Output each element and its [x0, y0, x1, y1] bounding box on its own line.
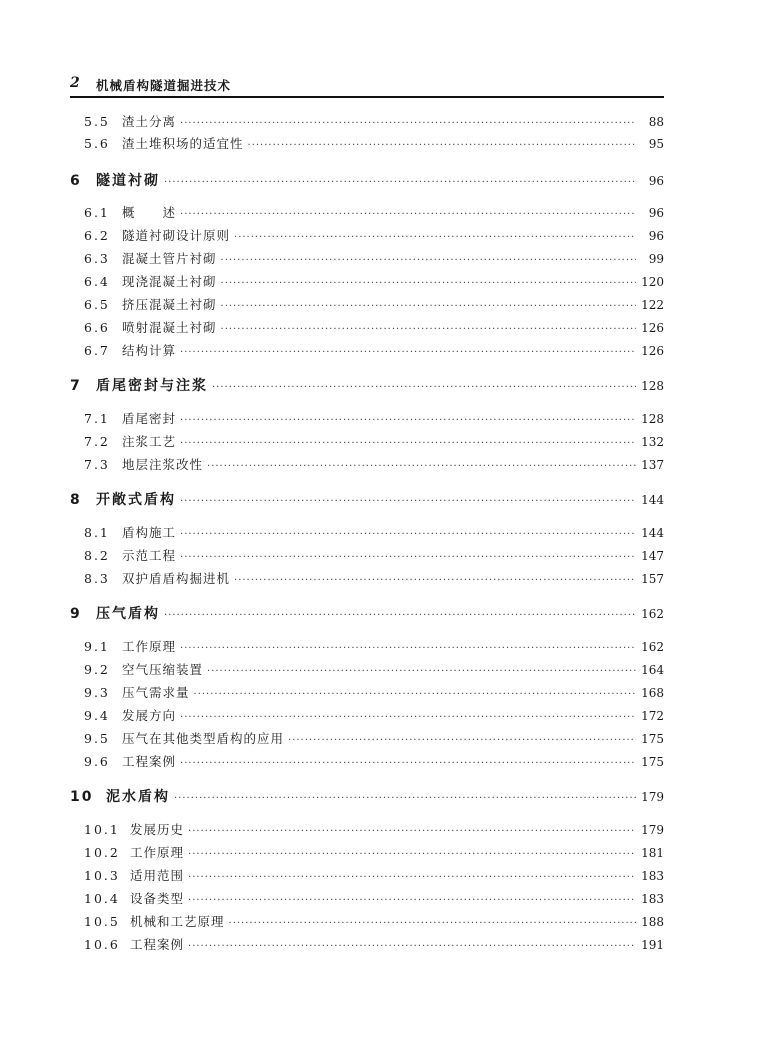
toc-section-entry	[84, 683, 664, 703]
dot-leader	[248, 140, 636, 151]
toc-entry-number: 9.2	[84, 662, 110, 677]
toc-entry-page: 99	[648, 252, 664, 266]
page-number: 2	[70, 75, 80, 91]
toc-entry-title: 挤压混凝土衬砌	[122, 297, 217, 312]
toc-section-entry	[84, 341, 664, 361]
toc-entry-number: 6.4	[84, 274, 110, 289]
toc-entry-title: 工程案例	[130, 937, 185, 952]
dot-leader	[180, 643, 636, 654]
dot-leader	[180, 347, 636, 358]
toc-entry-number: 10.2	[84, 845, 120, 860]
dot-leader	[188, 895, 636, 906]
toc-entry-page: 120	[641, 275, 664, 289]
dot-leader	[188, 872, 636, 883]
dot-leader	[207, 666, 636, 677]
dot-leader	[180, 118, 636, 129]
toc-entry-page: 147	[641, 549, 664, 563]
toc-entry-page: 183	[641, 892, 664, 906]
book-title: 机械盾构隧道掘进技术	[96, 78, 232, 93]
toc-entry-number: 10.1	[84, 822, 120, 837]
toc-entry-page: 132	[641, 435, 664, 449]
dot-leader	[229, 918, 636, 929]
dot-leader	[180, 438, 636, 449]
toc-entry-page: 144	[641, 493, 664, 507]
toc-section-entry	[84, 637, 664, 657]
toc-entry-title: 地层注浆改性	[122, 457, 204, 472]
toc-entry-number: 7.1	[84, 411, 110, 426]
toc-entry-title: 隧道衬砌设计原则	[122, 228, 231, 243]
toc-entry-page: 88	[648, 115, 664, 129]
toc-section-entry	[84, 295, 664, 315]
toc-entry-number: 10	[70, 789, 94, 805]
toc-entry-number: 5.6	[84, 136, 110, 151]
toc-entry-page: 157	[641, 572, 664, 586]
toc-entry-number: 10.4	[84, 891, 120, 906]
toc-entry-title: 适用范围	[130, 868, 185, 883]
toc-section-entry	[84, 523, 664, 543]
toc-entry-page: 172	[641, 709, 664, 723]
toc-chapter-entry	[70, 786, 664, 806]
dot-leader	[234, 575, 636, 586]
toc-section-entry	[84, 546, 664, 566]
toc-entry-number: 8.3	[84, 571, 110, 586]
toc-section-entry	[84, 752, 664, 772]
toc-entry-page: 188	[641, 915, 664, 929]
toc-entry-title: 压气在其他类型盾构的应用	[122, 731, 285, 746]
toc-entry-page: 179	[641, 823, 664, 837]
toc-entry-number: 7.3	[84, 457, 110, 472]
toc-chapter-entry	[70, 603, 664, 623]
toc-entry-page: 191	[641, 938, 664, 952]
toc-entry-title: 概 述	[122, 205, 177, 220]
toc-entry-title: 工作原理	[130, 845, 185, 860]
toc-entry-page: 175	[641, 732, 664, 746]
toc-section-entry	[84, 706, 664, 726]
toc-section-entry	[84, 272, 664, 292]
toc-entry-title: 工程案例	[122, 754, 177, 769]
dot-leader	[188, 826, 636, 837]
toc-entry-page: 96	[648, 174, 664, 188]
toc-entry-page: 162	[641, 607, 664, 621]
toc-entry-number: 7	[70, 378, 82, 394]
toc-entry-title: 隧道衬砌	[96, 173, 160, 189]
dot-leader	[221, 278, 636, 289]
toc-entry-title: 泥水盾构	[106, 789, 170, 805]
toc-entry-number: 8	[70, 492, 82, 508]
toc-entry-title: 机械和工艺原理	[130, 914, 225, 929]
dot-leader	[180, 758, 636, 769]
dot-leader	[164, 610, 636, 621]
toc-entry-page: 175	[641, 755, 664, 769]
toc-entry-number: 9.5	[84, 731, 110, 746]
dot-leader	[188, 941, 636, 952]
toc-entry-title: 盾尾密封与注浆	[96, 378, 208, 394]
toc-entry-title: 注浆工艺	[122, 434, 177, 449]
toc-entry-title: 渣土堆积场的适宜性	[122, 136, 244, 151]
toc-section-entry	[84, 318, 664, 338]
toc-entry-page: 183	[641, 869, 664, 883]
dot-leader	[164, 177, 636, 188]
dot-leader	[221, 255, 636, 266]
toc-entry-number: 9.1	[84, 639, 110, 654]
toc-entry-number: 10.6	[84, 937, 120, 952]
toc-chapter-entry	[70, 375, 664, 395]
toc-entry-title: 发展方向	[122, 708, 177, 723]
dot-leader	[180, 552, 636, 563]
dot-leader	[234, 232, 636, 243]
toc-entry-page: 122	[641, 298, 664, 312]
toc-chapter-entry	[70, 489, 664, 509]
toc-entry-title: 开敞式盾构	[96, 492, 176, 508]
toc-entry-number: 7.2	[84, 434, 110, 449]
toc-entry-number: 6.3	[84, 251, 110, 266]
toc-entry-page: 128	[641, 412, 664, 426]
toc-section-entry	[84, 432, 664, 452]
toc-section-entry	[84, 134, 664, 154]
toc-entry-title: 示范工程	[122, 548, 177, 563]
toc-entry-page: 96	[648, 229, 664, 243]
toc-entry-title: 喷射混凝土衬砌	[122, 320, 217, 335]
toc-entry-number: 6.5	[84, 297, 110, 312]
toc-entry-title: 压气需求量	[122, 685, 190, 700]
toc-section-entry	[84, 226, 664, 246]
toc-entry-title: 混凝土管片衬砌	[122, 251, 217, 266]
toc-entry-number: 10.3	[84, 868, 120, 883]
toc-entry-title: 渣土分离	[122, 114, 177, 129]
toc-section-entry	[84, 729, 664, 749]
toc-entry-title: 空气压缩装置	[122, 662, 204, 677]
toc-entry-title: 工作原理	[122, 639, 177, 654]
dot-leader	[180, 529, 636, 540]
toc-section-entry	[84, 889, 664, 909]
toc-section-entry	[84, 866, 664, 886]
toc-entry-number: 9.4	[84, 708, 110, 723]
dot-leader	[221, 301, 636, 312]
toc-section-entry	[84, 660, 664, 680]
toc-entry-page: 144	[641, 526, 664, 540]
toc-section-entry	[84, 112, 664, 132]
toc-entry-number: 6.7	[84, 343, 110, 358]
toc-entry-number: 9.6	[84, 754, 110, 769]
toc-entry-number: 6.1	[84, 205, 110, 220]
toc-entry-number: 8.1	[84, 525, 110, 540]
dot-leader	[180, 415, 636, 426]
dot-leader	[188, 849, 636, 860]
toc-entry-title: 双护盾盾构掘进机	[122, 571, 231, 586]
toc-entry-number: 10.5	[84, 914, 120, 929]
toc-entry-page: 168	[641, 686, 664, 700]
toc-entry-title: 设备类型	[130, 891, 185, 906]
toc-entry-number: 8.2	[84, 548, 110, 563]
toc-entry-title: 盾构施工	[122, 525, 177, 540]
toc-entry-page: 162	[641, 640, 664, 654]
dot-leader	[207, 461, 636, 472]
dot-leader	[180, 209, 636, 220]
toc-entry-title: 发展历史	[130, 822, 185, 837]
toc-entry-page: 128	[641, 379, 664, 393]
toc-section-entry	[84, 569, 664, 589]
toc-section-entry	[84, 455, 664, 475]
toc-entry-page: 137	[641, 458, 664, 472]
toc-entry-page: 179	[641, 790, 664, 804]
dot-leader	[194, 689, 636, 700]
toc-entry-page: 181	[641, 846, 664, 860]
toc-section-entry	[84, 203, 664, 223]
toc-entry-title: 盾尾密封	[122, 411, 177, 426]
toc-entry-number: 9.3	[84, 685, 110, 700]
toc-entry-page: 126	[641, 321, 664, 335]
running-header	[70, 74, 664, 98]
toc-section-entry	[84, 409, 664, 429]
toc-section-entry	[84, 912, 664, 932]
toc-entry-number: 5.5	[84, 114, 110, 129]
dot-leader	[221, 324, 636, 335]
dot-leader	[288, 735, 636, 746]
toc-entry-page: 126	[641, 344, 664, 358]
dot-leader	[212, 382, 636, 393]
toc-entry-title: 结构计算	[122, 343, 177, 358]
dot-leader	[180, 712, 636, 723]
toc-entry-number: 6	[70, 173, 82, 189]
toc-section-entry	[84, 249, 664, 269]
toc-section-entry	[84, 935, 664, 955]
toc-entry-number: 9	[70, 606, 82, 622]
dot-leader	[180, 496, 636, 507]
toc-entry-number: 6.6	[84, 320, 110, 335]
toc-entry-title: 现浇混凝土衬砌	[122, 274, 217, 289]
toc-entry-page: 164	[641, 663, 664, 677]
toc-section-entry	[84, 820, 664, 840]
toc-section-entry	[84, 843, 664, 863]
toc-entry-page: 95	[648, 137, 664, 151]
toc-entry-title: 压气盾构	[96, 606, 160, 622]
dot-leader	[174, 793, 636, 804]
toc-entry-page: 96	[648, 206, 664, 220]
toc-chapter-entry	[70, 170, 664, 190]
toc-entry-number: 6.2	[84, 228, 110, 243]
